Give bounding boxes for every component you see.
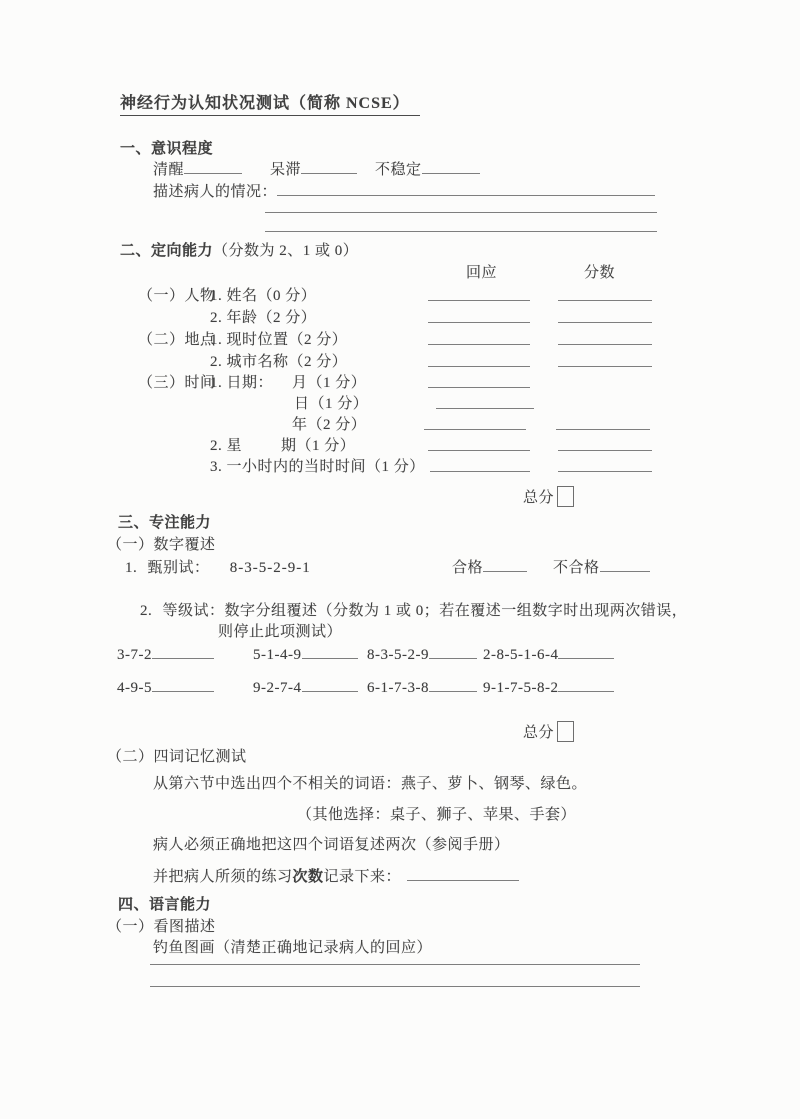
blank-field [429, 678, 477, 692]
screening-digits: 8-3-5-2-9-1 [229, 560, 311, 576]
score-blank [558, 366, 652, 367]
pass-field [452, 556, 527, 577]
consciousness-option-unstable [375, 158, 480, 179]
orientation-group-label: （三）时间 [138, 375, 216, 391]
series-desc-line1: 数字分组覆述（分数为 1 或 0；若在覆述一组数字时出现两次错误， [224, 603, 688, 619]
digit-group-value: 4-9-5 [117, 679, 152, 696]
option-label: 清醒 [153, 162, 185, 178]
section-2-heading-text: 二、定向能力 [120, 243, 214, 259]
series-num: 2. [140, 603, 153, 619]
series-test-row [140, 599, 687, 620]
digit-series-row-2 [117, 678, 658, 697]
digit-group-value: 6-1-7-3-8 [367, 679, 429, 696]
digit-group-value: 2-8-5-1-6-4 [483, 646, 559, 663]
orientation-subitem-label: 年（2 分） [292, 417, 367, 433]
digit-group [253, 678, 367, 697]
section-2-heading [120, 239, 358, 260]
blank-field [558, 678, 614, 692]
orientation-item-label: 2. 年龄（2 分） [210, 310, 317, 326]
blank-field [483, 558, 527, 572]
page-title: 神经行为认知状况测试（简称 NCSE） [120, 95, 420, 116]
digit-series-row-1 [117, 645, 658, 664]
orientation-item-label: 2. 星 [210, 438, 243, 454]
blank-field [407, 867, 519, 881]
score-blank [558, 344, 652, 345]
consciousness-option-drowsy [270, 158, 357, 179]
total-label: 总分 [523, 490, 555, 506]
response-blank [428, 387, 530, 388]
digit-group-value: 3-7-2 [117, 646, 152, 663]
digit-group-value: 5-1-4-9 [253, 646, 302, 663]
orientation-item-label: 1. 日期： [210, 375, 274, 391]
screening-test-row [125, 556, 311, 577]
fail-label: 不合格 [553, 560, 600, 576]
describe-label: 描述病人的情况： [153, 184, 278, 200]
screening-num: 1. [125, 560, 138, 576]
section-3-heading: 三、专注能力 [118, 515, 212, 531]
score-blank [558, 471, 652, 472]
practice-count-pre: 并把病人所须的练习 [153, 869, 293, 885]
option-label: 不稳定 [375, 162, 422, 178]
fail-field [553, 556, 650, 577]
picture-description-heading: （一）看图描述 [107, 919, 216, 935]
fishing-picture-line: 钓鱼图画（清楚正确地记录病人的回应） [153, 940, 433, 956]
memory-test-heading: （二）四词记忆测试 [107, 749, 247, 765]
consciousness-option-alert [153, 158, 242, 179]
score-blank [556, 429, 650, 430]
section-4-heading: 四、语言能力 [118, 897, 212, 913]
blank-field [600, 558, 650, 572]
response-blank [436, 408, 534, 409]
memory-practice-count-row [153, 865, 519, 886]
total-label: 总分 [523, 725, 555, 741]
blank-field [558, 645, 614, 659]
digit-repetition-heading: （一）数字覆述 [107, 537, 216, 553]
score-blank [558, 300, 652, 301]
memory-words-line: 从第六节中选出四个不相关的词语：燕子、萝卜、钢琴、绿色。 [153, 776, 588, 792]
memory-alt-words-line: （其他选择：桌子、狮子、苹果、手套） [297, 807, 577, 823]
digit-group [483, 645, 658, 664]
orientation-item-label: 2. 城市名称（2 分） [210, 354, 348, 370]
blank-field [302, 678, 358, 692]
digit-group-value: 9-2-7-4 [253, 679, 302, 696]
blank-field [277, 182, 655, 196]
writing-line [265, 231, 657, 232]
response-blank [428, 450, 530, 451]
digit-group [117, 678, 253, 697]
memory-instruction-line: 病人必须正确地把这四个词语复述两次（参阅手册） [153, 837, 510, 853]
practice-count-post: 记录下来： [323, 869, 402, 885]
total-score-box [557, 721, 574, 742]
pass-label: 合格 [452, 560, 484, 576]
option-label: 呆滞 [270, 162, 302, 178]
attention-total-row [523, 721, 574, 742]
orientation-subitem-label: 日（1 分） [294, 396, 369, 412]
response-blank [424, 429, 526, 430]
screening-label: 甄别试： [147, 560, 210, 576]
orientation-group-label: （二）地点 [138, 332, 216, 348]
writing-line [150, 986, 640, 987]
orientation-item-label: 1. 现时位置（2 分） [210, 332, 348, 348]
total-score-box [557, 486, 574, 507]
blank-field [152, 645, 214, 659]
response-blank [428, 344, 530, 345]
blank-field [152, 678, 214, 692]
orientation-total-row [523, 486, 574, 507]
practice-count-bold: 次数 [292, 869, 324, 885]
response-blank [428, 366, 530, 367]
series-desc-line2: 则停止此项测试） [218, 624, 343, 640]
orientation-item-label: 3. 一小时内的当时时间（1 分） [210, 459, 425, 475]
column-header-score: 分数 [584, 265, 616, 281]
describe-patient-row [153, 180, 655, 201]
blank-field [422, 160, 480, 174]
writing-line [265, 212, 657, 213]
response-blank [430, 471, 530, 472]
column-header-response: 回应 [466, 265, 498, 281]
response-blank [428, 300, 530, 301]
blank-field [301, 160, 357, 174]
blank-field [429, 645, 477, 659]
digit-group [253, 645, 367, 664]
digit-group-value: 8-3-5-2-9 [367, 646, 429, 663]
blank-field [302, 645, 358, 659]
writing-line [150, 964, 640, 965]
digit-group-value: 9-1-7-5-8-2 [483, 679, 559, 696]
orientation-item-label: 1. 姓名（0 分） [210, 288, 317, 304]
section-2-heading-note: （分数为 2、1 或 0） [213, 243, 359, 259]
digit-group [117, 645, 253, 664]
digit-group [367, 645, 483, 664]
response-blank [428, 322, 530, 323]
orientation-group-label: （一）人物 [138, 288, 216, 304]
digit-group [367, 678, 483, 697]
section-1-heading: 一、意识程度 [120, 141, 214, 157]
orientation-item-label2: 期（1 分） [281, 438, 356, 454]
score-blank [558, 322, 652, 323]
orientation-subitem-label: 月（1 分） [292, 375, 367, 391]
series-label: 等级试： [162, 603, 225, 619]
digit-group [483, 678, 658, 697]
score-blank [558, 450, 652, 451]
blank-field [184, 160, 242, 174]
